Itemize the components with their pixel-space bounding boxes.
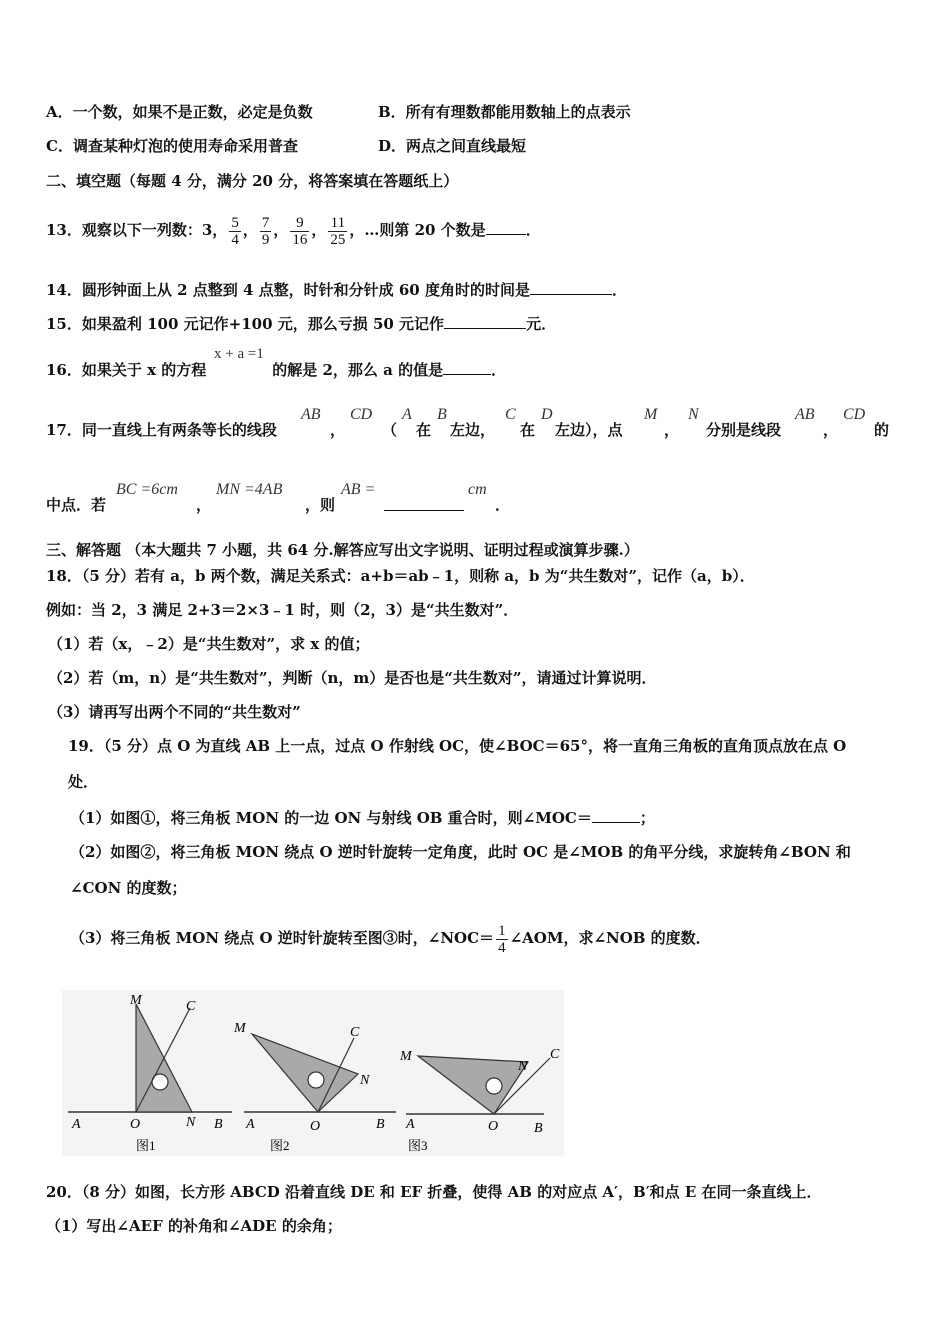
question-19-stem2: 处． xyxy=(68,773,99,791)
fig3-label-b: B xyxy=(534,1121,543,1136)
question-18-example: 例如：当 2，3 满足 2+3＝2×3﹣1 时，则（2，3）是“共生数对”． xyxy=(46,601,519,619)
option-c: C．调查某种灯泡的使用寿命采用普查 xyxy=(46,137,298,155)
fraction-7-9: $\frac{7}{9}$ xyxy=(261,214,270,248)
ask-ab: AB = xyxy=(341,481,376,498)
question-19-part2b: ∠CON 的度数； xyxy=(70,879,187,897)
condition-mn: MN =4AB xyxy=(216,481,283,498)
point-n: N xyxy=(688,406,699,423)
question-18-part3: （3）请再写出两个不同的“共生数对” xyxy=(48,703,301,721)
question-17-line2: 中点．若 xyxy=(46,496,107,514)
fig1-label-o: O xyxy=(130,1117,141,1132)
question-20-stem: 20．（8 分）如图，长方形 ABCD 沿着直线 DE 和 EF 折叠，使得 AB 的对应点 A′，B′和点 E 在同一条直线上． xyxy=(46,1183,822,1201)
unit-cm: cm xyxy=(468,481,487,498)
question-18-part2: （2）若（m，n）是“共生数对”，判断（n，m）是否也是“共生数对”，请通过计算说明． xyxy=(48,669,657,687)
fig3-caption: 图3 xyxy=(408,1138,428,1153)
fig1-label-b: B xyxy=(214,1117,223,1132)
question-13: 13．观察以下一列数：3， $\frac{5}{4}$ ， $\frac{7}{9}$ ， $\frac{9}{16}$ ， $\frac{11}{25}$ ，…则第 20 个数是 ． xyxy=(46,214,541,248)
condition-bc: BC =6cm xyxy=(116,481,178,498)
point-a: A xyxy=(402,406,412,423)
fraction-9-16: $\frac{9}{16}$ xyxy=(292,214,308,248)
seg-cd-2: CD xyxy=(843,406,866,423)
question-19-stem: 19．（5 分）点 O 为直线 AB 上一点，过点 O 作射线 OC，使∠BOC＝65°，将一直角三角板的直角顶点放在点 O xyxy=(68,737,847,755)
fig1-label-a: A xyxy=(72,1117,81,1132)
point-c: C xyxy=(505,406,516,423)
answer-blank-17[interactable] xyxy=(384,510,464,511)
fig2-label-a: A xyxy=(246,1117,255,1132)
question-18-stem: 18．（5 分）若有 a，b 两个数，满足关系式：a+b＝ab﹣1，则称 a，b 为“共生数对”，记作（a，b）． xyxy=(46,567,755,585)
point-b: B xyxy=(437,406,447,423)
answer-blank-16[interactable] xyxy=(443,360,491,375)
option-b: B．所有有理数都能用数轴上的点表示 xyxy=(378,103,631,121)
q13-suffix: ，…则第 20 个数是 xyxy=(349,221,486,239)
question-17-line1: 17．同一直线上有两条等长的线段 xyxy=(46,421,277,439)
seg-ab-1: AB xyxy=(301,406,321,423)
question-19-part2: （2）如图②，将三角板 MON 绕点 O 逆时针旋转一定角度，此时 OC 是∠MOB 的角平分线，求旋转角∠BON 和 xyxy=(70,843,851,861)
question-19-part1: （1）如图①，将三角板 MON 的一边 ON 与射线 OB 重合时，则∠MOC＝ ； xyxy=(70,809,655,827)
point-d: D xyxy=(541,406,553,423)
point-m: M xyxy=(644,406,658,423)
fig2-label-c: C xyxy=(350,1025,360,1040)
q19-figures xyxy=(62,990,564,1156)
option-d: D．两点之间直线最短 xyxy=(378,137,527,155)
fig3-label-n: N xyxy=(518,1059,528,1074)
answer-blank-19[interactable] xyxy=(592,808,640,823)
fraction-11-25: $\frac{11}{25}$ xyxy=(330,214,346,248)
fig1-label-m: M xyxy=(130,993,142,1008)
question-18-part1: （1）若（x，﹣2）是“共生数对”，求 x 的值； xyxy=(48,635,370,653)
q13-prefix: 13．观察以下一列数：3， xyxy=(46,221,228,239)
section3-title: 三、解答题 （本大题共 7 小题，共 64 分.解答应写出文字说明、证明过程或演算步骤.） xyxy=(46,541,639,559)
question-19-part3: （3）将三角板 MON 绕点 O 逆时针旋转至图③时，∠NOC＝ $\frac{1}{4}$ ∠AOM，求∠NOB 的度数． xyxy=(70,922,711,956)
fraction-5-4: $\frac{5}{4}$ xyxy=(231,214,239,248)
fig2-label-m: M xyxy=(234,1021,246,1036)
question-16: 16．如果关于 x 的方程 的解是 2，那么 a 的值是 ． xyxy=(46,361,507,379)
seg-ab-2: AB xyxy=(795,406,815,423)
answer-blank-14[interactable] xyxy=(530,280,612,295)
fig2-label-o: O xyxy=(310,1119,321,1134)
fraction-1-4: $\frac{1}{4}$ xyxy=(498,922,506,956)
question-14: 14．圆形钟面上从 2 点整到 4 点整，时针和分针成 60 度角时的时间是 ． xyxy=(46,281,627,299)
fig3-label-o: O xyxy=(488,1119,499,1134)
answer-blank-13[interactable] xyxy=(486,220,526,235)
q16-equation: x + a =1 xyxy=(214,346,264,362)
fig1-label-c: C xyxy=(186,999,196,1014)
fig2-caption: 图2 xyxy=(270,1138,290,1153)
fig2-label-n: N xyxy=(360,1073,370,1088)
seg-cd-1: CD xyxy=(350,406,373,423)
fig1-label-n: N xyxy=(186,1115,196,1130)
fig2-label-b: B xyxy=(376,1117,385,1132)
option-a: A．一个数，如果不是正数，必定是负数 xyxy=(46,103,313,121)
question-20-part1: （1）写出∠AEF 的补角和∠ADE 的余角； xyxy=(46,1217,342,1235)
section2-title: 二、填空题（每题 4 分，满分 20 分，将答案填在答题纸上） xyxy=(46,172,459,190)
fig3-label-c: C xyxy=(550,1047,560,1062)
fig3-label-m: M xyxy=(400,1049,412,1064)
fig3-label-a: A xyxy=(406,1117,415,1132)
question-15: 15．如果盈利 100 元记作+100 元，那么亏损 50 元记作 元． xyxy=(46,315,557,333)
fig1-caption: 图1 xyxy=(136,1138,156,1153)
answer-blank-15[interactable] xyxy=(444,314,526,329)
